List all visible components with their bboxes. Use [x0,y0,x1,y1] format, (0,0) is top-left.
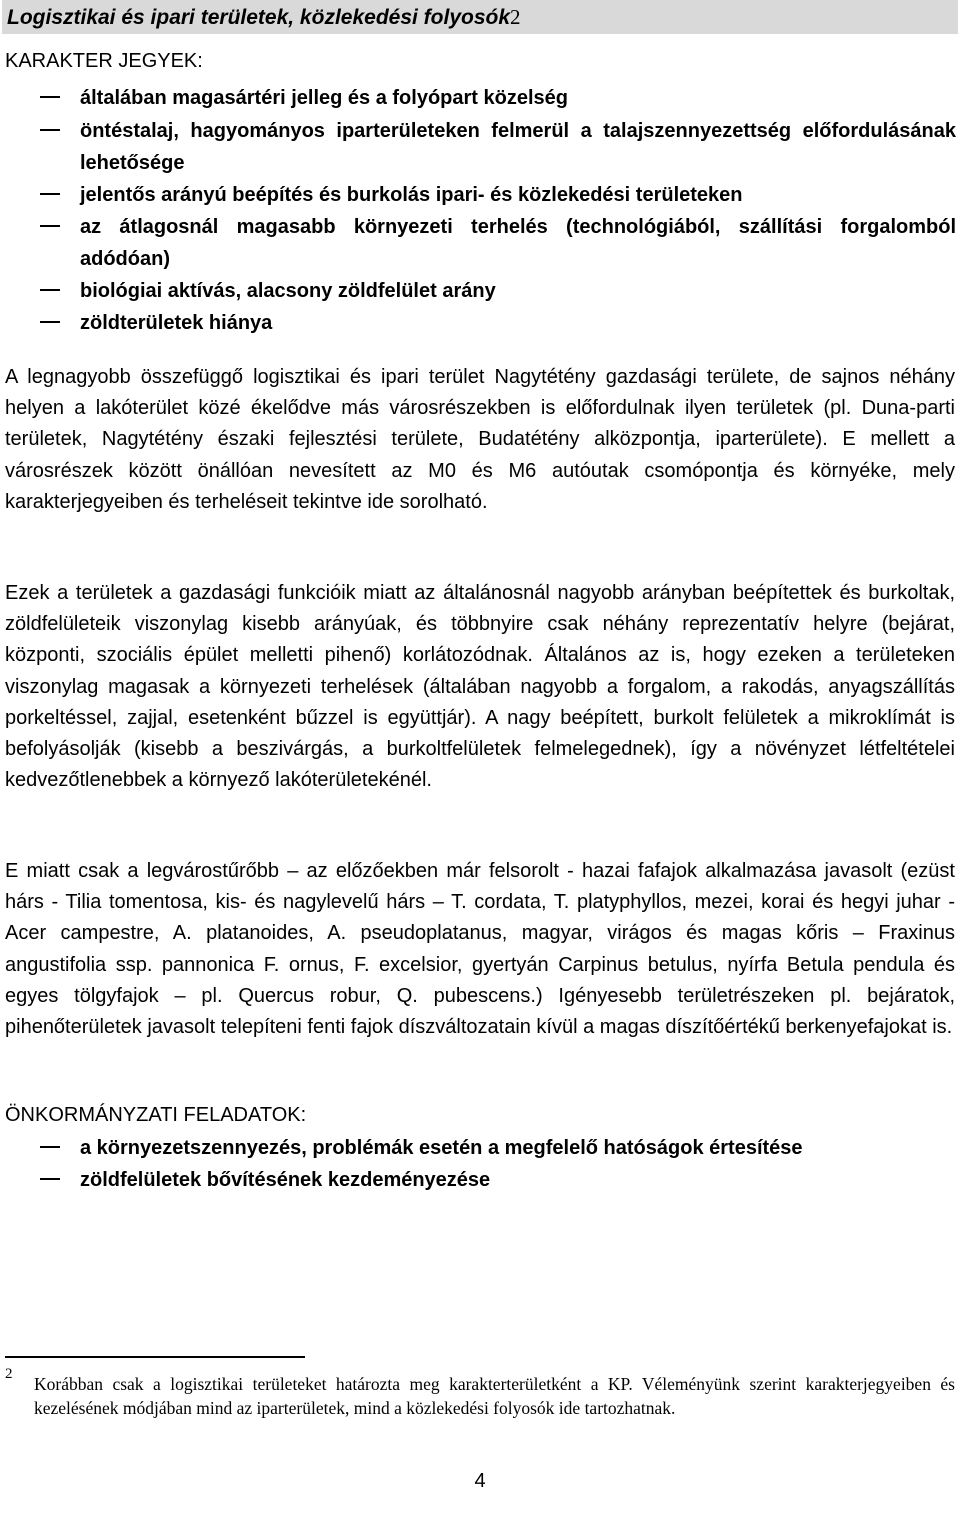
footnote-number: 2 [5,1366,13,1382]
bullet-text: zöldfelületek bővítésének kezdeményezése [80,1169,491,1191]
paragraph-2: Ezek a területek a gazdasági funkcióik miatt az általánosnál nagyobb arányban beépítettek és burkoltak, zöldfelületeik viszonylag kisebb arányúak, és többnyire csak néhány reprezentatív helyre (bejárat, központi, szociális épület melletti pihenő) korlátozódnak. Általános az is, hogy ezeken a területeken viszonylag magasak a környezeti terhelések (általában nagyobb a forgalom, a rakodás, anyagszállítás porkeltéssel, zajjal, esetenként bűzzel is együttjár). A nagy beépített, burkolt felületek a mikroklímát is befolyásolják (kisebb a beszivárgás, a burkoltfelületek felmelegednek), így a növényzet létfeltételei kedvezőtlenebbek a környező lakóterületekénél. [5,582,955,792]
dash-icon [40,193,60,195]
tasks-heading: ÖNKORMÁNYZATI FELADATOK: [5,1104,307,1126]
list-item [0,307,960,339]
paragraph-1: A legnagyobb összefüggő logisztikai és ipari terület Nagytétény gazdasági területe, de sajnos néhány helyen a lakóterület közé ékelődve más városrészekben is előfordulnak ilyen területek (pl. Duna-parti területek, Nagytétény északi fejlesztési területe, Budatétény alközpontja, iparterülete). E mellett a városrészek között önállóan nevesített az M0 és M6 autóutak csomópontja és környéke, mely karakterjegyeiben és terheléseit tekintve ide sorolható. [5,366,955,513]
dash-icon [40,225,60,227]
tasks-bullet-list [0,1132,960,1204]
paragraph-3: E miatt csak a legvárostűrőbb – az előzőekben már felsorolt - hazai fafajok alkalmazása javasolt (ezüst hárs - Tilia tomentosa, kis- és nagylevelű hárs – T. cordata, T. platyphyllos, mezei, korai és hegyi juhar - Acer campestre, A. platanoides, A. pseudoplatanus, magyar, virágos és magas kőris – Fraxinus angustifolia ssp. pannonica F. ornus, F. excelsior, gyertyán Carpinus betulus, nyírfa Betula pendula és egyes tölgyfajok – pl. Quercus robur, Q. pubescens.) Igényesebb területrészeken pl. bejáratok, pihenőterületek javasolt telepíteni fenti fajok díszváltozatain kívül a magas díszítőértékű berkenyefajokat is. [5,860,955,1039]
dash-icon [40,289,60,291]
dash-icon [40,129,60,131]
bullet-text: jelentős arányú beépítés és burkolás ipari- és közlekedési területeken [80,184,743,206]
list-item [0,82,960,114]
list-item [0,275,960,307]
footnote-text: Korábban csak a logisztikai területeket határozta meg karakterterületként a KP. Véleményünk szerint karakterjegyeiben és kezelésének módjában mind az iparterületek, mind a közlekedési folyosók ide tartozhatnak. [34,1374,955,1418]
dash-icon [40,1146,60,1148]
list-item [0,115,960,179]
section-title-bar [2,0,958,34]
bullet-text: biológiai aktívás, alacsony zöldfelület arány [80,280,496,302]
list-item [0,1164,960,1196]
bullet-text: öntéstalaj, hagyományos iparterületeken felmerül a talajszennyezettség előfordulásának lehetősége [80,120,956,174]
section-title [7,4,521,31]
dash-icon [40,1178,60,1180]
list-item [0,211,960,275]
page-number: 4 [474,1470,486,1492]
footnote-divider [5,1356,305,1358]
character-bullet-list [0,82,960,339]
bullet-text: zöldterületek hiánya [80,312,273,334]
list-item [0,1132,960,1164]
bullet-text: általában magasártéri jelleg és a folyópart közelség [80,87,568,109]
section-title-text: Logisztikai és ipari területek, közlekedési folyosók [7,6,511,29]
dash-icon [40,321,60,323]
bullet-text: az átlagosnál magasabb környezeti terhelés (technológiából, szállítási forgalomból adódóan) [80,216,956,270]
list-item [0,179,960,211]
dash-icon [40,96,60,98]
footnote-reference: 2 [510,5,521,29]
character-heading: KARAKTER JEGYEK: [5,50,203,72]
bullet-text: a környezetszennyezés, problémák esetén a megfelelő hatóságok értesítése [80,1137,803,1159]
